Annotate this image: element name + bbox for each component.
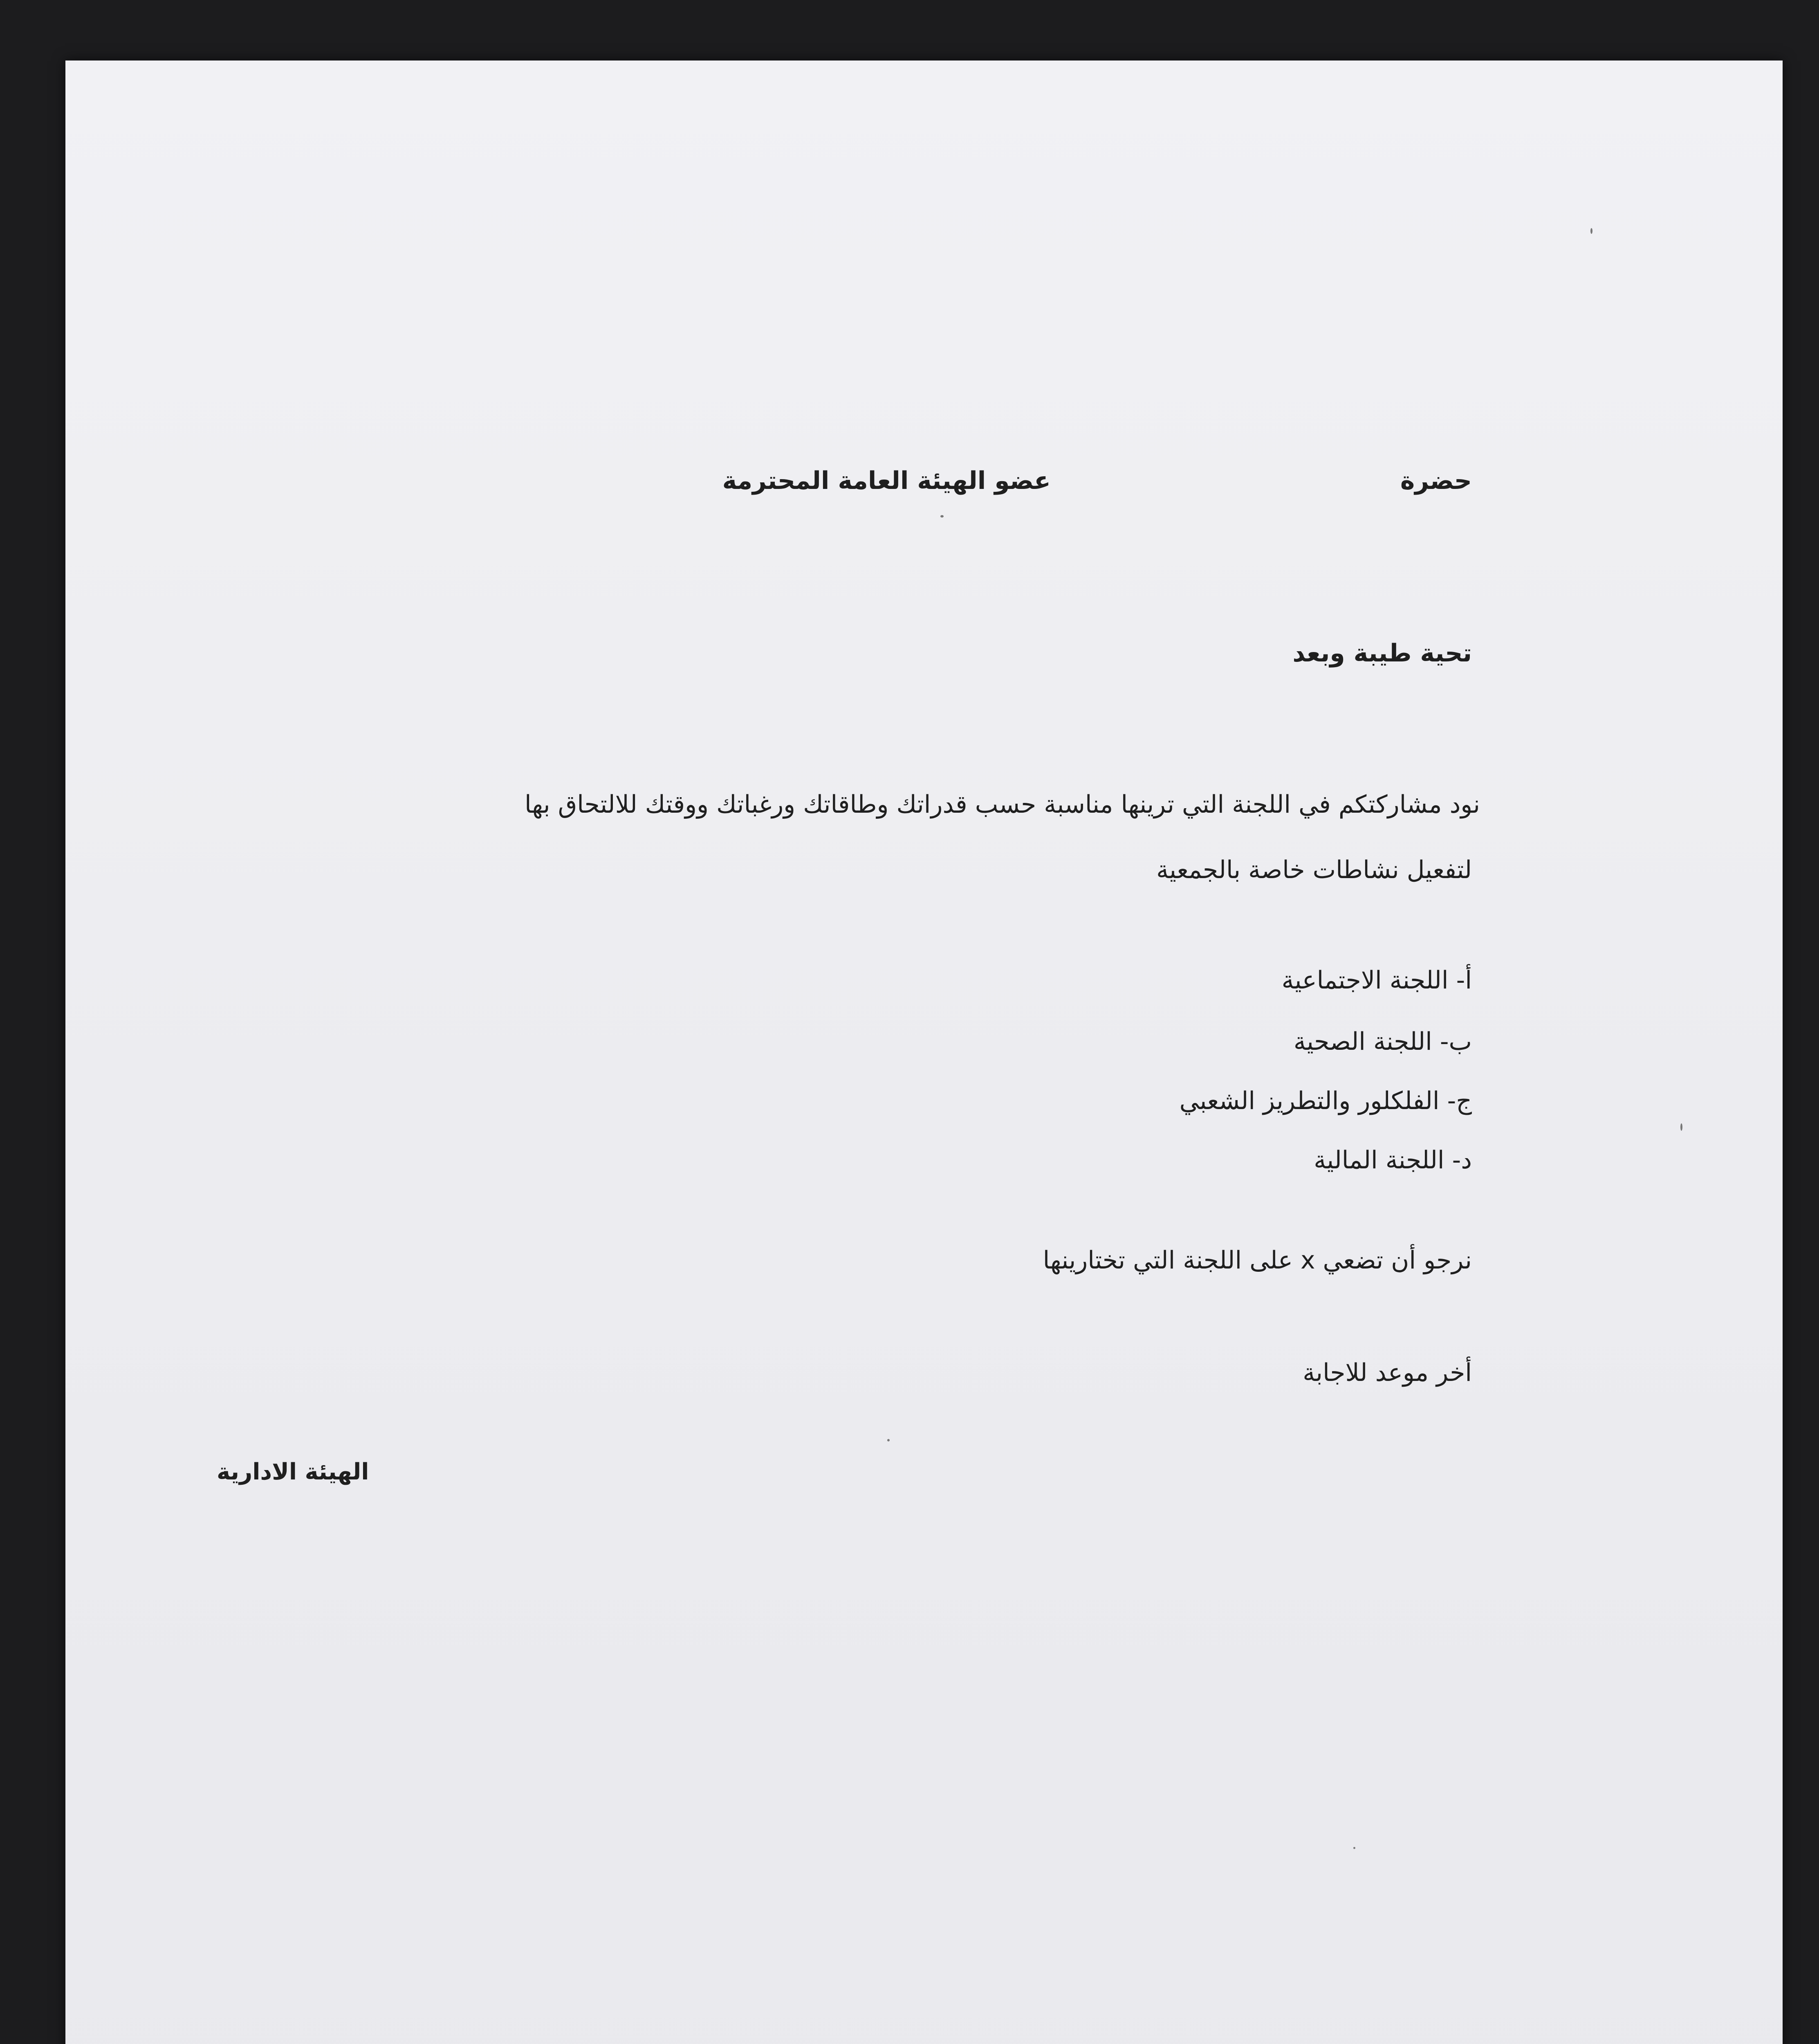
committee-item-finance: د- اللجنة المالية <box>1314 1146 1472 1174</box>
greeting: تحية طيبة وبعد <box>1292 639 1472 668</box>
paper-speck <box>1590 228 1592 234</box>
committee-item-folklore: ج- الفلكلور والتطريز الشعبي <box>1179 1087 1472 1115</box>
addressee-label: حضرة <box>1400 466 1472 495</box>
letter-page <box>65 61 1783 2044</box>
signature: الهيئة الادارية <box>217 1459 369 1485</box>
paper-speck <box>1680 1123 1682 1131</box>
addressee-name: عضو الهيئة العامة المحترمة <box>722 466 1051 495</box>
paragraph-line-2: لتفعيل نشاطات خاصة بالجمعية <box>1156 856 1472 884</box>
committee-item-health: ب- اللجنة الصحية <box>1293 1027 1472 1056</box>
paper-speck <box>940 515 944 518</box>
paper-speck <box>1353 1847 1355 1849</box>
deadline-text: أخر موعد للاجابة <box>1303 1358 1472 1387</box>
instruction-text: نرجو أن تضعي x على اللجنة التي تختارينها <box>1043 1246 1472 1275</box>
paragraph-line-1: نود مشاركتكم في اللجنة التي ترينها مناسبة حسب قدراتك وطاقاتك ورغباتك ووقتك للالتحاق بها <box>524 790 1480 819</box>
committee-item-social: أ- اللجنة الاجتماعية <box>1281 966 1472 995</box>
paper-speck <box>887 1439 890 1441</box>
